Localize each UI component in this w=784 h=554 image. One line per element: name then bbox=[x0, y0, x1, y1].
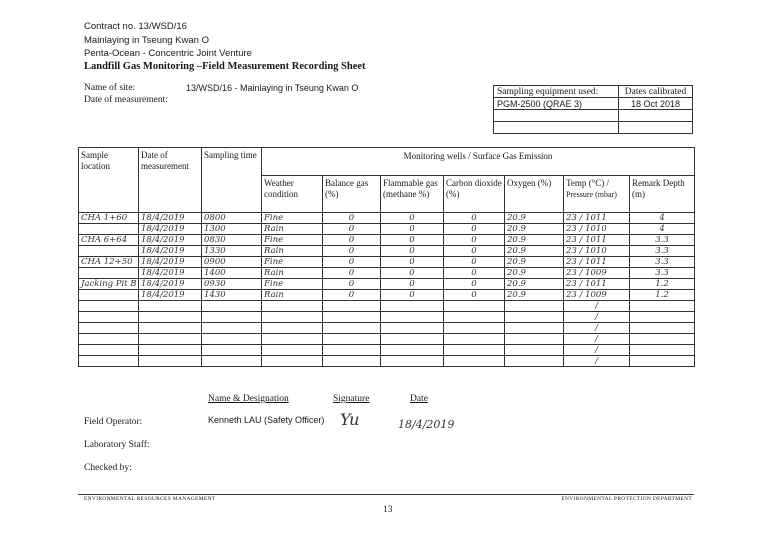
equipment-cell: PGM-2500 (QRAE 3) bbox=[494, 98, 619, 110]
field-operator-signature: Yu bbox=[340, 410, 360, 429]
cell-oxygen: 20.9 bbox=[505, 290, 564, 301]
cell-remark bbox=[630, 345, 695, 356]
cell-oxygen bbox=[505, 334, 564, 345]
cell-location: CHA 1+60 bbox=[79, 213, 139, 224]
cell-weather bbox=[262, 356, 323, 367]
equipment-cell bbox=[494, 110, 619, 122]
cell-oxygen: 20.9 bbox=[505, 246, 564, 257]
cell-pressure: 1009 bbox=[585, 290, 607, 300]
cell-weather: Fine bbox=[262, 213, 323, 224]
cell-date: 18/4/2019 bbox=[139, 246, 202, 257]
cell-weather bbox=[262, 334, 323, 345]
cell-temp-pressure bbox=[564, 290, 630, 301]
cell-temp-pressure: / bbox=[564, 356, 630, 367]
footer-left: ENVIRONMENTAL RESOURCES MANAGEMENT bbox=[84, 496, 216, 502]
col-header-balance: Balance gas (%) bbox=[323, 176, 381, 213]
cell-temp-pressure: / bbox=[564, 301, 630, 312]
col-header-co2: Carbon dioxide (%) bbox=[444, 176, 505, 213]
table-row bbox=[79, 279, 695, 290]
cell-temp-pressure bbox=[564, 213, 630, 224]
cell-time: 1300 bbox=[202, 224, 262, 235]
footer-divider bbox=[78, 494, 694, 495]
cell-co2: 0 bbox=[444, 246, 505, 257]
temp-pressure-separator: / bbox=[576, 224, 586, 234]
measurement-table bbox=[78, 147, 695, 367]
cell-time bbox=[202, 312, 262, 323]
calibration-cell: 18 Oct 2018 bbox=[619, 98, 693, 110]
signoff-date-header: Date bbox=[410, 394, 428, 404]
cell-balance: 0 bbox=[323, 290, 381, 301]
cell-co2: 0 bbox=[444, 213, 505, 224]
cell-remark: 1.2 bbox=[630, 279, 695, 290]
col-header-group: Monitoring wells / Surface Gas Emission bbox=[262, 148, 695, 176]
temp-pressure-separator: / bbox=[576, 246, 586, 256]
table-row bbox=[79, 323, 695, 334]
table-row bbox=[79, 301, 695, 312]
table-row bbox=[79, 345, 695, 356]
sheet-title: Landfill Gas Monitoring –Field Measurement Recording Sheet bbox=[84, 61, 366, 72]
cell-time: 1400 bbox=[202, 268, 262, 279]
cell-time: 0800 bbox=[202, 213, 262, 224]
cell-weather: Rain bbox=[262, 224, 323, 235]
col-header-temp-pressure bbox=[564, 176, 630, 213]
cell-oxygen bbox=[505, 345, 564, 356]
cell-oxygen: 20.9 bbox=[505, 279, 564, 290]
cell-date bbox=[139, 312, 202, 323]
col-header-oxygen: Oxygen (%) bbox=[505, 176, 564, 213]
cell-balance: 0 bbox=[323, 268, 381, 279]
cell-co2: 0 bbox=[444, 279, 505, 290]
cell-remark: 3.3 bbox=[630, 235, 695, 246]
temp-pressure-separator: / bbox=[576, 290, 586, 300]
col-header-temp: Temp (°C) / bbox=[566, 178, 609, 188]
cell-weather bbox=[262, 345, 323, 356]
cell-flammable: 0 bbox=[381, 224, 444, 235]
cell-time bbox=[202, 301, 262, 312]
cell-time: 0900 bbox=[202, 257, 262, 268]
cell-balance bbox=[323, 301, 381, 312]
cell-pressure: 1011 bbox=[585, 213, 607, 223]
field-operator-name: Kenneth LAU (Safety Officer) bbox=[208, 415, 325, 425]
cell-remark bbox=[630, 334, 695, 345]
cell-weather bbox=[262, 323, 323, 334]
cell-flammable: 0 bbox=[381, 257, 444, 268]
project-name: Mainlaying in Tseung Kwan O bbox=[84, 35, 209, 46]
table-row bbox=[79, 257, 695, 268]
cell-weather: Fine bbox=[262, 235, 323, 246]
cell-balance bbox=[323, 345, 381, 356]
cell-balance: 0 bbox=[323, 246, 381, 257]
cell-balance bbox=[323, 334, 381, 345]
cell-date bbox=[139, 345, 202, 356]
cell-remark: 3.3 bbox=[630, 257, 695, 268]
cell-location bbox=[79, 312, 139, 323]
cell-remark bbox=[630, 312, 695, 323]
cell-oxygen: 20.9 bbox=[505, 257, 564, 268]
contractor-name: Penta-Ocean - Concentric Joint Venture bbox=[84, 48, 252, 59]
cell-co2 bbox=[444, 356, 505, 367]
cell-temp-pressure: / bbox=[564, 312, 630, 323]
cell-temp-pressure bbox=[564, 257, 630, 268]
cell-temp-pressure: / bbox=[564, 345, 630, 356]
cell-flammable: 0 bbox=[381, 279, 444, 290]
cell-time bbox=[202, 345, 262, 356]
cell-remark bbox=[630, 356, 695, 367]
cell-temp: 23 bbox=[566, 268, 577, 278]
calibration-cell bbox=[619, 110, 693, 122]
table-row bbox=[79, 334, 695, 345]
cell-flammable bbox=[381, 334, 444, 345]
cell-temp-pressure bbox=[564, 279, 630, 290]
cell-balance bbox=[323, 356, 381, 367]
col-header-remark: Remark Depth (m) bbox=[630, 176, 695, 213]
cell-location: Jacking Pit B bbox=[79, 279, 139, 290]
cell-location bbox=[79, 290, 139, 301]
page-number: 13 bbox=[383, 505, 393, 515]
cell-flammable: 0 bbox=[381, 213, 444, 224]
cell-temp: 23 bbox=[566, 213, 577, 223]
table-row bbox=[79, 224, 695, 235]
cell-time: 0930 bbox=[202, 279, 262, 290]
cell-weather: Fine bbox=[262, 279, 323, 290]
col-header-flammable: Flammable gas (methane %) bbox=[381, 176, 444, 213]
equipment-header: Sampling equipment used: bbox=[494, 86, 619, 98]
cell-flammable bbox=[381, 345, 444, 356]
cell-flammable bbox=[381, 301, 444, 312]
cell-oxygen bbox=[505, 356, 564, 367]
cell-balance: 0 bbox=[323, 213, 381, 224]
cell-oxygen bbox=[505, 301, 564, 312]
cell-weather bbox=[262, 312, 323, 323]
date-of-measurement-label: Date of measurement: bbox=[84, 95, 168, 105]
cell-temp: 23 bbox=[566, 279, 577, 289]
cell-date: 18/4/2019 bbox=[139, 290, 202, 301]
col-header-date: Date of measurement bbox=[139, 148, 202, 213]
cell-flammable: 0 bbox=[381, 235, 444, 246]
cell-location bbox=[79, 345, 139, 356]
cell-weather: Fine bbox=[262, 257, 323, 268]
cell-date: 18/4/2019 bbox=[139, 213, 202, 224]
cell-remark: 3.3 bbox=[630, 246, 695, 257]
cell-co2 bbox=[444, 312, 505, 323]
checked-by-label: Checked by: bbox=[84, 463, 132, 473]
cell-co2 bbox=[444, 301, 505, 312]
cell-remark bbox=[630, 323, 695, 334]
table-row bbox=[79, 213, 695, 224]
cell-temp: 23 bbox=[566, 246, 577, 256]
col-header-time: Sampling time bbox=[202, 148, 262, 213]
cell-oxygen: 20.9 bbox=[505, 268, 564, 279]
cell-time: 1430 bbox=[202, 290, 262, 301]
cell-location bbox=[79, 323, 139, 334]
cell-date: 18/4/2019 bbox=[139, 257, 202, 268]
table-row bbox=[79, 356, 695, 367]
cell-time: 0830 bbox=[202, 235, 262, 246]
cell-temp-pressure: / bbox=[564, 334, 630, 345]
cell-weather bbox=[262, 301, 323, 312]
cell-temp-pressure bbox=[564, 246, 630, 257]
cell-pressure: 1010 bbox=[585, 246, 607, 256]
table-row bbox=[79, 268, 695, 279]
equipment-cell bbox=[494, 122, 619, 134]
cell-co2: 0 bbox=[444, 290, 505, 301]
footer-right: ENVIRONMENTAL PROTECTION DEPARTMENT bbox=[561, 496, 692, 502]
cell-co2: 0 bbox=[444, 268, 505, 279]
cell-time: 1330 bbox=[202, 246, 262, 257]
cell-remark: 3.3 bbox=[630, 268, 695, 279]
cell-weather: Rain bbox=[262, 246, 323, 257]
cell-temp: 23 bbox=[566, 257, 577, 267]
cell-pressure: 1011 bbox=[585, 235, 607, 245]
laboratory-staff-label: Laboratory Staff: bbox=[84, 440, 150, 450]
cell-time bbox=[202, 334, 262, 345]
cell-temp: 23 bbox=[566, 235, 577, 245]
cell-location: CHA 6+64 bbox=[79, 235, 139, 246]
cell-date bbox=[139, 301, 202, 312]
calibration-cell bbox=[619, 122, 693, 134]
cell-oxygen bbox=[505, 312, 564, 323]
cell-weather: Rain bbox=[262, 290, 323, 301]
cell-weather: Rain bbox=[262, 268, 323, 279]
cell-flammable bbox=[381, 312, 444, 323]
cell-location bbox=[79, 356, 139, 367]
cell-balance: 0 bbox=[323, 279, 381, 290]
field-operator-label: Field Operator: bbox=[84, 417, 143, 427]
cell-temp: 23 bbox=[566, 290, 577, 300]
cell-balance bbox=[323, 312, 381, 323]
cell-location bbox=[79, 334, 139, 345]
cell-location bbox=[79, 268, 139, 279]
table-row bbox=[79, 246, 695, 257]
cell-co2: 0 bbox=[444, 224, 505, 235]
cell-balance bbox=[323, 323, 381, 334]
cell-temp-pressure: / bbox=[564, 323, 630, 334]
cell-temp-pressure bbox=[564, 224, 630, 235]
cell-time bbox=[202, 356, 262, 367]
cell-location bbox=[79, 246, 139, 257]
cell-co2: 0 bbox=[444, 235, 505, 246]
col-header-pressure: Pressure (mbar) bbox=[566, 190, 617, 199]
equipment-table bbox=[493, 85, 693, 134]
cell-location bbox=[79, 301, 139, 312]
cell-co2: 0 bbox=[444, 257, 505, 268]
cell-pressure: 1009 bbox=[585, 268, 607, 278]
cell-remark bbox=[630, 301, 695, 312]
cell-date bbox=[139, 323, 202, 334]
cell-location: CHA 12+50 bbox=[79, 257, 139, 268]
table-row bbox=[79, 235, 695, 246]
cell-date: 18/4/2019 bbox=[139, 268, 202, 279]
field-operator-date: 18/4/2019 bbox=[398, 418, 455, 431]
cell-date: 18/4/2019 bbox=[139, 235, 202, 246]
signoff-name-header: Name & Designation bbox=[208, 394, 289, 404]
cell-oxygen: 20.9 bbox=[505, 213, 564, 224]
cell-date: 18/4/2019 bbox=[139, 224, 202, 235]
cell-date: 18/4/2019 bbox=[139, 279, 202, 290]
cell-date bbox=[139, 356, 202, 367]
cell-flammable: 0 bbox=[381, 268, 444, 279]
cell-remark: 1.2 bbox=[630, 290, 695, 301]
temp-pressure-separator: / bbox=[576, 213, 586, 223]
cell-pressure: 1010 bbox=[585, 224, 607, 234]
signoff-signature-header: Signature bbox=[333, 394, 370, 404]
contract-number: Contract no. 13/WSD/16 bbox=[84, 21, 187, 32]
temp-pressure-separator: / bbox=[576, 235, 586, 245]
temp-pressure-separator: / bbox=[576, 279, 586, 289]
cell-location bbox=[79, 224, 139, 235]
cell-co2 bbox=[444, 334, 505, 345]
cell-oxygen bbox=[505, 323, 564, 334]
cell-co2 bbox=[444, 345, 505, 356]
cell-pressure: 1011 bbox=[585, 279, 607, 289]
col-header-weather: Weather condition bbox=[262, 176, 323, 213]
cell-pressure: 1011 bbox=[585, 257, 607, 267]
cell-remark: 4 bbox=[630, 224, 695, 235]
cell-flammable bbox=[381, 356, 444, 367]
site-name-label: Name of site: bbox=[84, 83, 136, 93]
cell-oxygen: 20.9 bbox=[505, 224, 564, 235]
cell-flammable: 0 bbox=[381, 290, 444, 301]
cell-temp-pressure bbox=[564, 268, 630, 279]
table-row bbox=[79, 290, 695, 301]
col-header-location: Sample location bbox=[79, 148, 139, 213]
cell-remark: 4 bbox=[630, 213, 695, 224]
cell-date bbox=[139, 334, 202, 345]
calibration-header: Dates calibrated bbox=[619, 86, 693, 98]
cell-temp: 23 bbox=[566, 224, 577, 234]
temp-pressure-separator: / bbox=[576, 268, 586, 278]
cell-balance: 0 bbox=[323, 257, 381, 268]
cell-flammable bbox=[381, 323, 444, 334]
table-row bbox=[79, 312, 695, 323]
cell-flammable: 0 bbox=[381, 246, 444, 257]
temp-pressure-separator: / bbox=[576, 257, 586, 267]
cell-balance: 0 bbox=[323, 224, 381, 235]
site-name-value: 13/WSD/16 - Mainlaying in Tseung Kwan O bbox=[186, 83, 359, 93]
cell-co2 bbox=[444, 323, 505, 334]
cell-time bbox=[202, 323, 262, 334]
cell-balance: 0 bbox=[323, 235, 381, 246]
cell-oxygen: 20.9 bbox=[505, 235, 564, 246]
cell-temp-pressure bbox=[564, 235, 630, 246]
